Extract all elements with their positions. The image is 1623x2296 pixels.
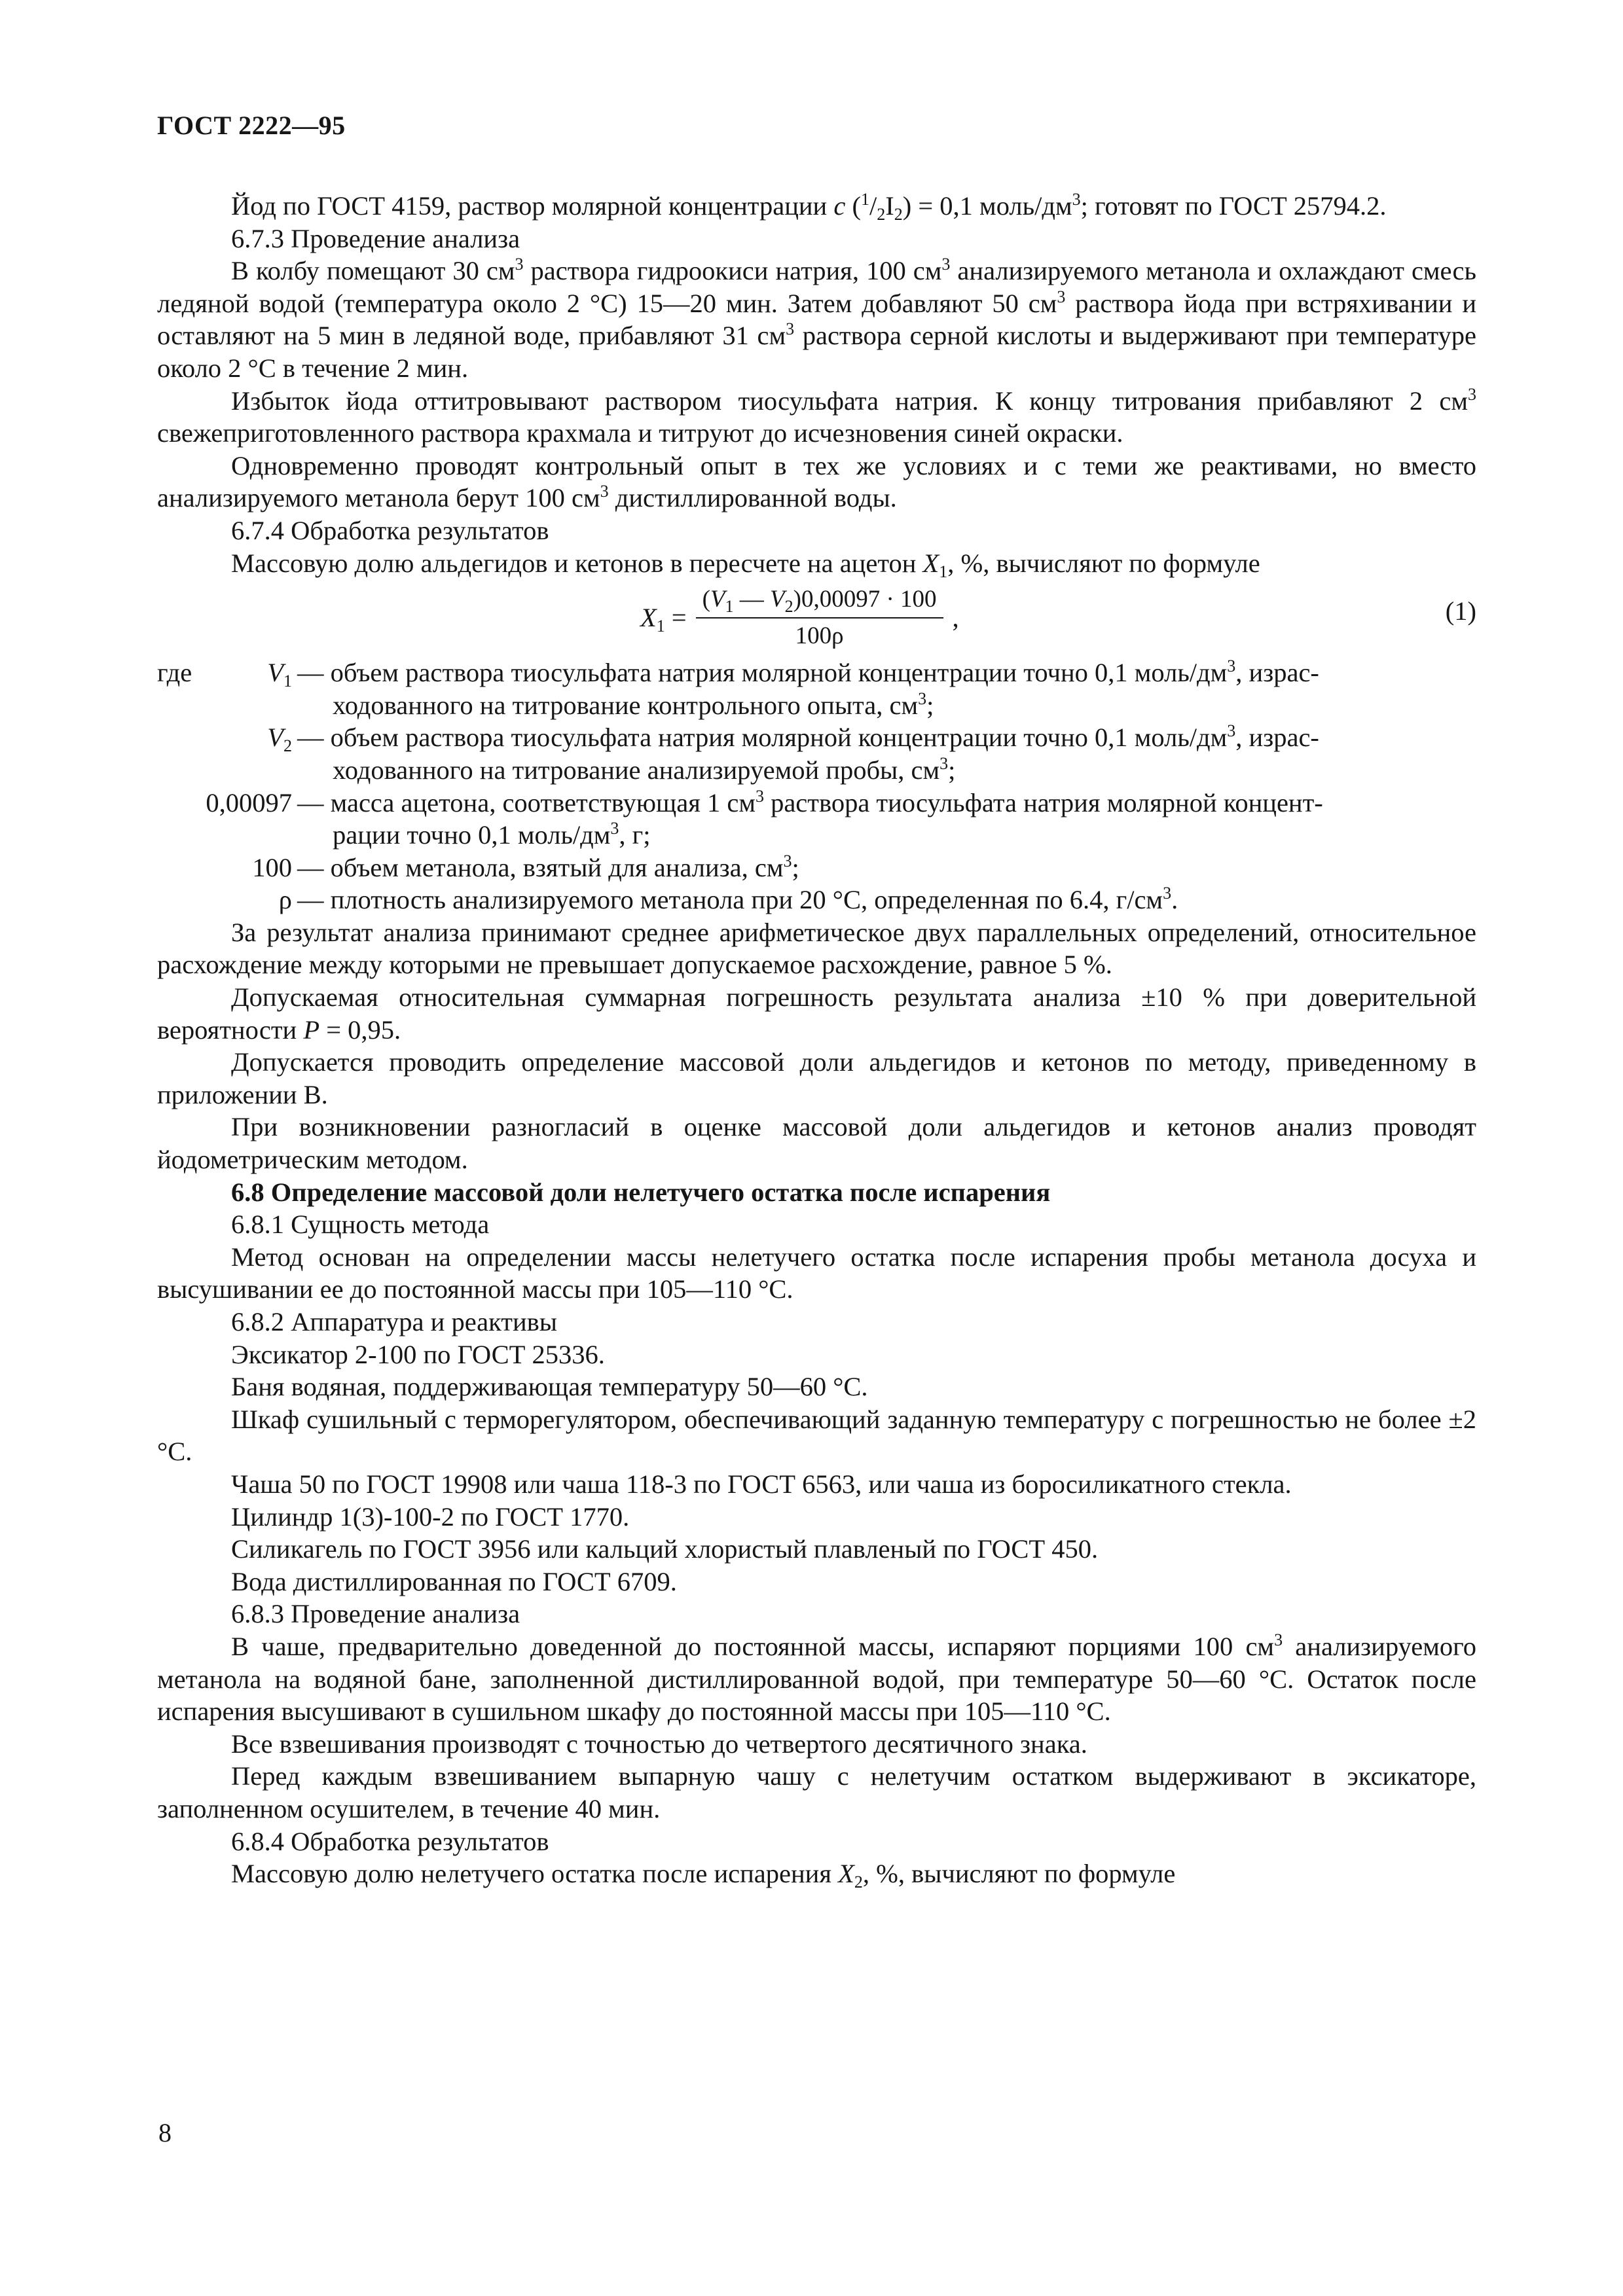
definition-label: 0,00097 — [206, 787, 292, 817]
text: В колбу помещают 30 см — [231, 256, 515, 286]
definition-acetone-mass — [157, 787, 1476, 852]
text: , израс- — [1235, 723, 1319, 753]
definition-text — [297, 787, 1476, 852]
equals-sign: = — [671, 603, 687, 633]
var-c: c — [833, 191, 846, 221]
sup: 3 — [786, 319, 795, 339]
text: ходованного на титрование контрольного опыта, см — [333, 690, 919, 720]
text: дистиллированной воды. — [608, 483, 897, 513]
formula-lhs — [640, 601, 665, 634]
formula-1 — [157, 579, 1476, 656]
sub: 2 — [894, 205, 903, 224]
paragraph-683-desiccator: Перед каждым взвешиванием выпарную чашу с нелетучим остатком выдерживают в эксикаторе, заполненном осушителем, в течение 40 мин. — [157, 1761, 1476, 1823]
text: — масса ацетона, соответствующая 1 см — [297, 787, 756, 817]
sup: 3 — [783, 851, 792, 870]
text: — объем раствора тиосульфата натрия молярной концентрации точно 0,1 моль/дм — [297, 723, 1228, 753]
sub: 1 — [656, 617, 665, 636]
document-title: ГОСТ 2222—95 — [157, 111, 346, 140]
definition-text — [297, 721, 1476, 786]
text: Одновременно проводят контрольный опыт в тех же условиях и с теми же реактивами, но вместо анализируемого метанола берут 100 см — [157, 450, 1476, 513]
text: анализируемого метанола и охлаждают смесь ледяной водой (температура около 2 °С) 15—20 мин. Затем добавляют 50 см — [157, 256, 1476, 318]
paragraph-684-intro — [157, 1857, 1476, 1890]
page-number: 8 — [158, 2118, 172, 2147]
text: раствора серной кислоты и выдерживают при температуре около 2 °С в течение 2 мин. — [157, 321, 1476, 383]
sup: 3 — [1468, 384, 1476, 404]
text: — — [733, 586, 771, 613]
text: ; — [948, 755, 956, 785]
text: раствора тиосульфата натрия молярной концент- — [763, 787, 1323, 817]
text: раствора йода при встряхивании и оставляют на 5 мин в ледяной воде, прибавляют 31 см — [157, 288, 1476, 351]
paragraph-673-procedure — [157, 255, 1476, 384]
text: рации точно 0,1 моль/дм — [333, 820, 611, 850]
text: 100 — [795, 622, 832, 650]
sup: 3 — [600, 482, 609, 501]
var-p: P — [303, 1014, 320, 1045]
text: )0,00097 · 100 — [793, 586, 937, 613]
text: I — [885, 191, 894, 221]
definition-volume — [157, 852, 1476, 884]
var-v2: V — [770, 586, 785, 613]
paragraph-673-titration — [157, 385, 1476, 450]
text: ; — [926, 690, 934, 720]
formula-fraction — [696, 584, 943, 651]
text: , израс- — [1235, 658, 1319, 688]
paragraph-result: За результат анализа принимают среднее арифметическое двух параллельных определений, относительное расхождение между которыми не превышает допускаемое расхождение, равное 5 %. — [157, 917, 1476, 980]
sup: 3 — [941, 255, 951, 274]
section-title-683: 6.8.3 Проведение анализа — [231, 1599, 520, 1629]
text: Йод по ГОСТ 4159, раствор молярной концентрации — [231, 191, 834, 221]
text: ( — [702, 586, 710, 613]
definition-continuation — [297, 689, 1476, 722]
var-x: X — [838, 1859, 854, 1889]
text: , %, вычисляют по формуле — [862, 1859, 1176, 1889]
paragraph-error — [157, 981, 1476, 1046]
section-title-684: 6.8.4 Обработка результатов — [231, 1826, 549, 1856]
paragraph-681-method: Метод основан на определении массы нелетучего остатка после испарения пробы метанола досуха и высушивании ее до постоянной массы при 105—110 °С. — [157, 1242, 1476, 1304]
sub: 1 — [725, 597, 734, 617]
section-title-674: 6.7.4 Обработка результатов — [231, 515, 549, 545]
formula-definitions — [157, 656, 1476, 916]
text: анализируемого метанола на водяной бане, заполненной дистиллированной водой, при температуре 50—60 °С. Остаток после испарения высушивают в сушильном шкафу до постоянной массы при 105—110 °С. — [157, 1631, 1476, 1727]
rho-symbol: ρ — [831, 622, 844, 650]
paragraph-673-control — [157, 450, 1476, 514]
sub: 1 — [939, 562, 948, 581]
sub: 2 — [283, 736, 292, 756]
definition-density — [157, 884, 1476, 916]
section-title-681: 6.8.1 Сущность метода — [231, 1210, 490, 1240]
var-x: X — [922, 548, 939, 578]
text: / — [869, 191, 877, 221]
apparatus-item: Баня водяная, поддерживающая температуру 50—60 °С. — [231, 1372, 868, 1402]
text: Избыток йода оттитровывают раствором тиосульфата натрия. К концу титрования прибавляют 2 см — [231, 386, 1468, 416]
sup: 3 — [515, 255, 524, 274]
sup: 1 — [860, 190, 869, 209]
text: ; — [792, 852, 799, 882]
sup: 3 — [1274, 1630, 1283, 1649]
text: , — [952, 603, 959, 633]
text: , г; — [619, 820, 651, 850]
document-header — [157, 110, 346, 141]
sup: 3 — [939, 753, 949, 773]
formula-denominator — [795, 619, 844, 651]
text: Массовую долю альдегидов и кетонов в пересчете на ацетон — [231, 548, 923, 578]
sup: 3 — [1227, 721, 1236, 741]
sup: 3 — [610, 819, 619, 838]
apparatus-item: Вода дистиллированная по ГОСТ 6709. — [231, 1566, 677, 1596]
text: Массовую долю нелетучего остатка после испарения — [231, 1859, 839, 1889]
section-title-682: 6.8.2 Аппаратура и реактивы — [231, 1307, 557, 1336]
paragraph-683-evaporation — [157, 1630, 1476, 1728]
apparatus-item: Силикагель по ГОСТ 3956 или кальций хлористый плавленый по ГОСТ 450. — [231, 1534, 1099, 1564]
formula-numerator — [696, 584, 943, 619]
section-title-68: 6.8 Определение массовой доли нелетучего остатка после испарения — [231, 1177, 1051, 1207]
definition-text — [297, 656, 1476, 721]
text: В чаше, предварительно доведенной до постоянной массы, испаряют порциями 100 см — [231, 1631, 1275, 1661]
text: ) = 0,1 моль/дм — [902, 191, 1072, 221]
definition-continuation — [297, 754, 1476, 787]
apparatus-item: Чаша 50 по ГОСТ 19908 или чаша 118-3 по ГОСТ 6563, или чаша из боросиликатного стекла. — [231, 1469, 1292, 1499]
definition-text — [297, 884, 1476, 916]
text: — объем раствора тиосульфата натрия молярной концентрации точно 0,1 моль/дм — [297, 658, 1228, 688]
formula-number: (1) — [1445, 596, 1476, 626]
definition-text — [297, 852, 1476, 884]
text: — объем метанола, взятый для анализа, см — [297, 852, 784, 882]
sub: 1 — [283, 672, 292, 691]
var-v1: V — [267, 658, 283, 688]
definition-label: 100 — [252, 852, 292, 882]
apparatus-item: Шкаф сушильный с терморегулятором, обеспечивающий заданную температуру с погрешностью не более ±2 °С. — [157, 1404, 1476, 1467]
paragraph-allowed-method: Допускается проводить определение массовой доли альдегидов и кетонов по методу, приведенному в приложении В. — [157, 1047, 1476, 1109]
sup: 3 — [1163, 884, 1172, 903]
paragraph-683-weighing: Все взвешивания производят с точностью до четвертого десятичного знака. — [231, 1729, 1087, 1759]
paragraph-dispute: При возникновении разногласий в оценке массовой доли альдегидов и кетонов анализ проводят йодометрическим методом. — [157, 1112, 1476, 1175]
document-body — [157, 190, 1476, 1890]
text: ( — [845, 191, 861, 221]
paragraph-iodine-reagent — [157, 190, 1476, 223]
definition-label — [157, 656, 297, 721]
formula-expression — [640, 584, 959, 651]
definition-v2 — [157, 721, 1476, 786]
sub: 2 — [854, 1873, 863, 1892]
where-word: где — [157, 658, 192, 688]
sub: 2 — [877, 205, 886, 224]
sup: 3 — [1057, 287, 1066, 306]
var-x: X — [640, 603, 657, 633]
definition-v1 — [157, 656, 1476, 721]
text: ; готовят по ГОСТ 25794.2. — [1080, 191, 1387, 221]
var-v1: V — [710, 586, 725, 613]
section-title-673: 6.7.3 Проведение анализа — [231, 223, 520, 253]
sup: 3 — [1072, 190, 1081, 209]
definition-label — [157, 721, 297, 786]
var-v2: V — [267, 723, 283, 753]
text: Допускаемая относительная суммарная погрешность результата анализа ±10 % при доверительной вероятности — [157, 982, 1476, 1045]
text: , %, вычисляют по формуле — [947, 548, 1260, 578]
text: . — [1171, 885, 1178, 915]
sup: 3 — [1227, 656, 1236, 676]
text: — плотность анализируемого метанола при 20 °С, определенная по 6.4, г/см — [297, 885, 1163, 915]
sup: 3 — [918, 689, 927, 708]
apparatus-item: Цилиндр 1(3)-100-2 по ГОСТ 1770. — [231, 1501, 630, 1532]
text: раствора гидроокиси натрия, 100 см — [523, 256, 942, 286]
definition-continuation — [297, 819, 1476, 852]
apparatus-item: Эксикатор 2-100 по ГОСТ 25336. — [231, 1339, 605, 1369]
definition-label: ρ — [278, 885, 292, 915]
paragraph-674-intro — [157, 547, 1476, 580]
text: ходованного на титрование анализируемой пробы, см — [333, 755, 940, 785]
text: свежеприготовленного раствора крахмала и титруют до исчезновения синей окраски. — [157, 418, 1123, 448]
text: = 0,95. — [319, 1014, 401, 1045]
sup: 3 — [755, 786, 764, 806]
sub: 2 — [784, 597, 793, 617]
